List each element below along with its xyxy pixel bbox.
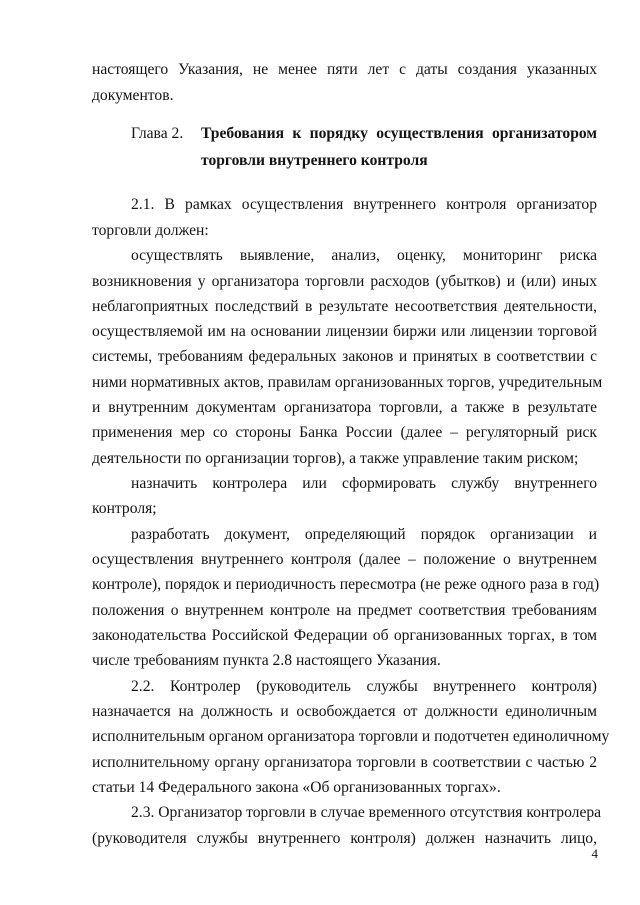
chapter-title: Требования к порядку осуществления организатором [201,125,597,142]
text-line: деятельности по организации торгов), а также управление таким риском; [92,450,579,467]
chapter-title-continued: торговли внутреннего контроля [201,152,428,169]
list-item-start: осуществлять выявление, анализ, оценку, мониторинг риска [131,247,597,264]
text-line: осуществления внутреннего контроля (далее – положение о внутреннем [92,551,597,568]
text-line: (руководителя службы внутреннего контроля) должен назначить лицо, [92,830,597,847]
paragraph-2-3-start: 2.3. Организатор торговли в случае временного отсутствия контролера [131,804,602,821]
text-line: статьи 14 Федерального закона «Об организованных торгах». [92,779,501,796]
text-line: и внутренним документам организатора торговли, а также в результате [92,399,597,416]
text-line: системы, требованиям федеральных законов и принятых в соответствии с [92,348,597,365]
text-line: положения о внутреннем контроле на предмет соответствия требованиям [92,602,597,619]
text-line: осуществляемой им на основании лицензии биржи или лицензии торговой [92,323,597,340]
text-line: возникновения у организатора торговли расходов (убытков) и (или) иных [92,273,597,290]
text-line: настоящего Указания, не менее пяти лет с даты создания указанных [92,61,597,78]
chapter-number: Глава 2. [131,125,184,142]
list-item-start: разработать документ, определяющий порядок организации и [131,526,597,543]
text-line: документов. [92,87,174,104]
text-line: числе требованиям пункта 2.8 настоящего Указания. [92,652,441,669]
text-line: контроля; [92,500,157,517]
text-line: законодательства Российской Федерации об организованных торгах, в том [92,627,597,644]
text-line: контроле), порядок и периодичность пересмотра (не реже одного раза в год) [92,576,600,593]
text-line: торговли должен: [92,222,209,239]
list-item-start: назначить контролера или сформировать службу внутреннего [131,475,597,492]
paragraph-2-2-start: 2.2. Контролер (руководитель службы внутреннего контроля) [131,678,597,695]
text-line: неблагоприятных последствий в результате несоответствия деятельности, [92,298,597,315]
text-line: назначается на должность и освобождается от должности единоличным [92,703,597,720]
text-line: ними нормативных актов, правилам организованных торгов, учредительным [92,374,603,391]
text-line: применения мер со стороны Банка России (далее – регуляторный риск [92,424,597,441]
paragraph-2-1-start: 2.1. В рамках осуществления внутреннего контроля организатор [131,196,597,213]
page-number: 4 [591,846,598,861]
text-line: исполнительным органом организатора торговли и подотчетен единоличному [92,728,610,745]
text-line: исполнительному органу организатора торговли в соответствии с частью 2 [92,754,597,771]
